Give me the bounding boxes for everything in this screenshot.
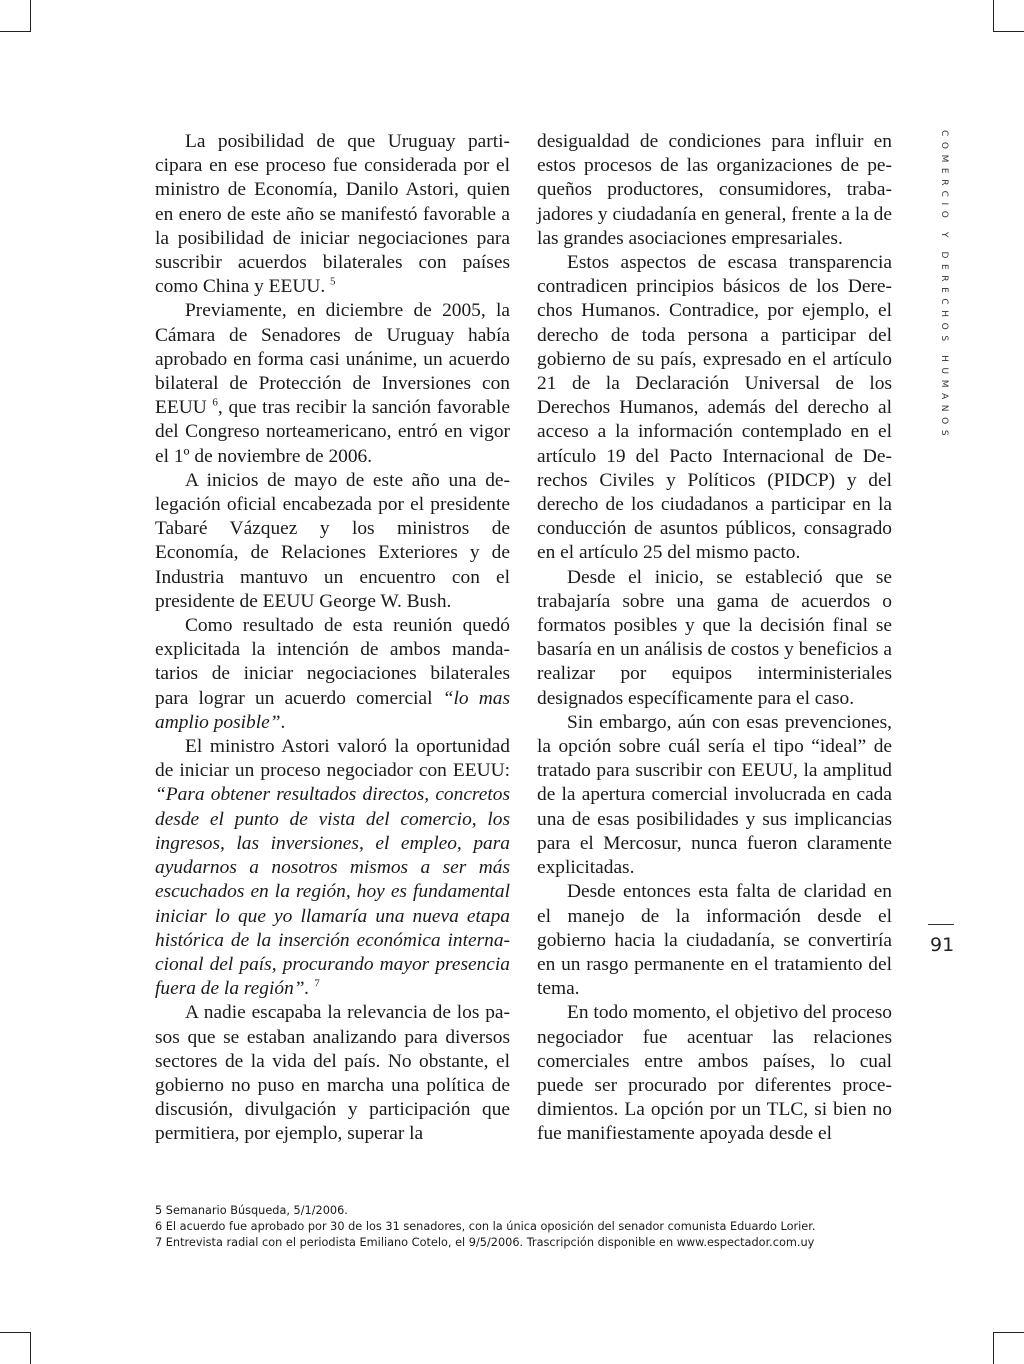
page-number-rule [928, 924, 954, 925]
crop-mark-bottom-left-h [0, 1332, 31, 1333]
running-head: COMERCIO Y DERECHOS HUMANOS [939, 130, 949, 442]
paragraph: Previamente, en diciembre de 2005, la Cámara de Senadores de Uruguay había aprobado en forma casi unánime, un acuerdo bilateral de Protección de Inversiones con EEUU $^6$, que tras recibir la sanción favorable del Congreso norteamericano, entró en vigor el 1º de noviembre de 2006. [155, 300, 510, 467]
quote: “Para obtener resultados directos, concretos desde el punto de vista del comercio, los ingresos, las inversiones, el empleo, para ayudarnos a nosotros mismos a ser más escuchados en la región, hoy es fundamental iniciar lo que yo llamaría una nueva etapa histórica de la inserción económica internacional del país, procurando mayor presencia fuera de la región”. [155, 784, 510, 1000]
footnote: 5 Semanario Búsqueda, 5/1/2006. [155, 1204, 348, 1217]
paragraph: Sin embargo, aún con esas prevenciones, la opción sobre cuál sería el tipo “ideal” de tratado para suscribir con EEUU, la amplitud de la apertura comercial involucrada en cada una de esas posibilidades y sus implicancias para el Mercosur, nunca fueron claramente explicitadas. [537, 711, 892, 879]
page-number: 91 [930, 934, 955, 956]
paragraph: En todo momento, el objetivo del proceso negociador fue acentuar las relaciones comerciales entre ambos países, lo cual puede ser procurado por diferentes procedimientos. La opción por un TLC, si bien no fue manifiestamente apoyada desde el [537, 1002, 892, 1145]
crop-mark-bottom-right-h [993, 1332, 1024, 1333]
paragraph: Desde el inicio, se estableció que se trabajaría sobre una gama de acuerdos o formatos posibles y que la decisión final se basaría en un análisis de costos y beneficios a realizar por equipos interministeriales designados específicamente para el caso. [537, 566, 892, 709]
crop-mark-bottom-left-v [30, 1332, 31, 1364]
footnote-ref: 7 [314, 977, 320, 990]
paragraph: A nadie escapaba la relevancia de los pasos que se estaban analizando para diversos sectores de la vida del país. No obstante, el gobierno no puso en marcha una política de discusión, divulgación y participación que permitiera, por ejemplo, superar la [155, 1002, 510, 1145]
paragraph: La posibilidad de que Uruguay participara en ese proceso fue considerada por el ministro de Economía, Danilo Astori, quien en enero de este año se manifestó favorable a la posibilidad de iniciar negociaciones para suscribir acuerdos bilaterales con países como China y EEUU. $^5$ [155, 131, 510, 298]
left-column [155, 130, 510, 1147]
footnotes [155, 1203, 915, 1251]
footnote-ref: 5 [330, 275, 336, 288]
footnote: 7 Entrevista radial con el periodista Emiliano Cotelo, el 9/5/2006. Trascripción disponible en www.espectador.com.uy [155, 1236, 815, 1249]
crop-mark-top-right-v [993, 0, 994, 32]
quote: “lo mas amplio posible” [155, 687, 511, 733]
paragraph: desigualdad de condiciones para influir en estos procesos de las organizaciones de pequeños productores, consumidores, trabajadores y ciudadanía en general, frente a la de las grandes asociaciones empresariales. [537, 131, 892, 249]
right-column [537, 130, 892, 1147]
paragraph: Estos aspectos de escasa transparencia contradicen principios básicos de los Derechos Humanos. Contradice, por ejemplo, el derecho de toda persona a participar del gobierno de su país, expresado en el artículo 21 de la Declaración Universal de los Derechos Humanos, además del derecho al acceso a la información contemplado en el artículo 19 del Pacto Internacional de Derechos Civiles y Políticos (PIDCP) y del derecho de los ciudadanos a participar en la conducción de asuntos públicos, consagrado en el artículo 25 del mismo pacto. [537, 252, 892, 564]
footnote: 6 El acuerdo fue aprobado por 30 de los 31 senadores, con la única oposición del senador comunista Eduardo Lorier. [155, 1220, 816, 1233]
crop-mark-bottom-right-v [993, 1332, 994, 1364]
paragraph: Desde entonces esta falta de claridad en el manejo de la información desde el gobierno hacia la ciudadanía, se convertiría en un rasgo permanente en el tratamiento del tema. [537, 881, 892, 1000]
crop-mark-top-left-v [30, 0, 31, 32]
paragraph: El ministro Astori valoró la oportunidad de iniciar un proceso negociador con EEUU: “Para obtener resultados directos, concretos desde el punto de vista del comercio, los ingresos, las inversiones, el empleo, para ayudarnos a nosotros mismos a ser más escuchados en la región, hoy es fundamental iniciar lo que yo llamaría una nueva etapa histórica de la inserción económica internacional del país, procurando mayor presencia fuera de la región”. $^7$ [155, 736, 510, 1000]
footnote-ref: 6 [212, 396, 218, 409]
paragraph: Como resultado de esta reunión quedó explicitada la intención de ambos mandatarios de iniciar negociaciones bilaterales para lograr un acuerdo comercial “lo mas amplio posible”. [155, 615, 511, 733]
crop-mark-top-left-h [0, 31, 31, 32]
paragraph: A inicios de mayo de este año una delegación oficial encabezada por el presidente Tabaré Vázquez y los ministros de Economía, de Relaciones Exteriores y de Industria mantuvo un encuentro con el presidente de EEUU George W. Bush. [155, 469, 510, 612]
crop-mark-top-right-h [993, 31, 1024, 32]
